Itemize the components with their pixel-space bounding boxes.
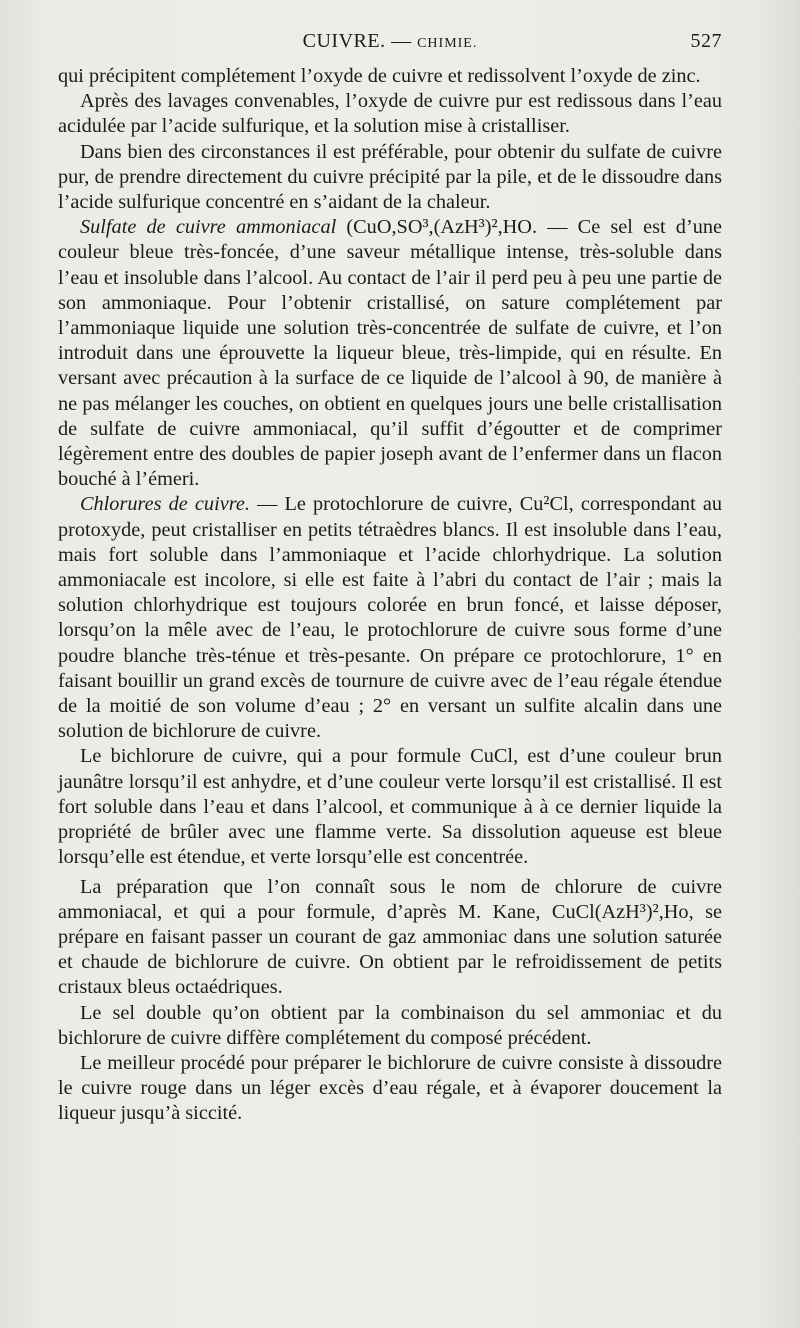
paragraph bbox=[58, 744, 722, 870]
paragraph bbox=[58, 89, 722, 139]
paragraph-text: Dans bien des circonstances il est préférable, pour obtenir du sulfate de cuivre pur, de prendre directement du cuivre précipité par la pile, et de le dissoudre dans l’acide sulfurique concentré en s’aidant de la chaleur. bbox=[58, 140, 722, 214]
paragraph-italic-lead: Sulfate de cuivre ammoniacal bbox=[80, 216, 337, 239]
header-subtitle: CHIMIE. bbox=[417, 36, 478, 51]
paragraph-text: La préparation que l’on connaît sous le nom de chlorure de cuivre ammoniacal, et qui a pour formule, d’après M. Kane, CuCl(AzH³)²,Ho, se prépare en faisant passer un courant de gaz ammoniac dans une solution saturée et chaude de bichlorure de cuivre. On obtient par le refroidissement de petits cristaux bleus octaédriques. bbox=[58, 875, 722, 999]
paragraph bbox=[58, 1051, 722, 1127]
running-title bbox=[58, 30, 722, 53]
body-text bbox=[58, 64, 722, 1127]
paragraph-text: qui précipitent complétement l’oxyde de cuivre et redissolvent l’oxyde de zinc. bbox=[58, 65, 701, 87]
paragraph-italic-lead: Chlorures de cuivre. bbox=[80, 493, 250, 516]
paragraph-text: — Le protochlorure de cuivre, Cu²Cl, correspondant au protoxyde, peut cristalliser en petits tétraèdres blancs. Il est insoluble dans l’eau, mais fort soluble dans l’ammoniaque et l’acide chlorhydrique. La solution ammoniacale est incolore, si elle est faite à l’abri du contact de l’air ; mais la solution chlorhydrique est toujours colorée en brun foncé, et laisse déposer, lorsqu’on la mêle avec de l’eau, le protochlorure de cuivre sous forme d’une poudre blanche très-ténue et très-pesante. On prépare ce protochlorure, 1° en faisant bouillir un grand excès de tournure de cuivre avec de l’eau régale étendue de la moitié de son volume d’eau ; 2° en versant un sulfite alcalin dans une solution de bichlorure de cuivre. bbox=[58, 493, 722, 743]
paragraph bbox=[58, 1001, 722, 1051]
paragraph-text: (CuO,SO³,(AzH³)²,HO. — Ce sel est d’une couleur bleue très-foncée, d’une saveur métallique intense, très-soluble dans l’eau et insoluble dans l’alcool. Au contact de l’air il perd peu à peu une partie de son ammoniaque. Pour l’obtenir cristallisé, on sature complétement par l’ammoniaque liquide une solution très-concentrée de sulfate de cuivre, et l’on introduit dans une éprouvette la liqueur bleue, très-limpide, qui en résulte. En versant avec précaution à la surface de ce liquide de l’alcool à 90, de manière à ne pas mélanger les couches, on obtient en quelques jours une belle cristallisation de sulfate de cuivre ammoniacal, qu’il suffit d’égoutter et de comprimer légèrement entre des doubles de papier joseph avant de l’enfermer dans un flacon bouché à l’émeri. bbox=[58, 216, 722, 491]
header-title: CUIVRE. — bbox=[302, 30, 412, 52]
running-header bbox=[58, 30, 722, 64]
page-number: 527 bbox=[690, 30, 722, 52]
paragraph bbox=[58, 140, 722, 216]
paragraph bbox=[58, 875, 722, 1001]
paragraph-text: Le meilleur procédé pour préparer le bichlorure de cuivre consiste à dissoudre le cuivre rouge dans un léger excès d’eau régale, et à évaporer doucement la liqueur jusqu’à siccité. bbox=[58, 1051, 722, 1125]
paragraph bbox=[58, 64, 722, 89]
paragraph-text: Le bichlorure de cuivre, qui a pour formule CuCl, est d’une couleur brun jaunâtre lorsqu’il est anhydre, et d’une couleur verte lorsqu’il est cristallisé. Il est fort soluble dans l’eau et dans l’alcool, et communique à à ce dernier liquide la propriété de brûler avec une flamme verte. Sa dissolution aqueuse est bleue lorsqu’elle est étendue, et verte lorsqu’elle est concentrée. bbox=[58, 745, 722, 869]
paragraph bbox=[58, 215, 722, 492]
paragraph-text: Après des lavages convenables, l’oxyde de cuivre pur est redissous dans l’eau acidulée par l’acide sulfurique, et la solution mise à cristalliser. bbox=[58, 90, 722, 138]
paragraph bbox=[58, 492, 722, 744]
paragraph-text: Le sel double qu’on obtient par la combinaison du sel ammoniac et du bichlorure de cuivre diffère complétement du composé précédent. bbox=[58, 1001, 722, 1049]
